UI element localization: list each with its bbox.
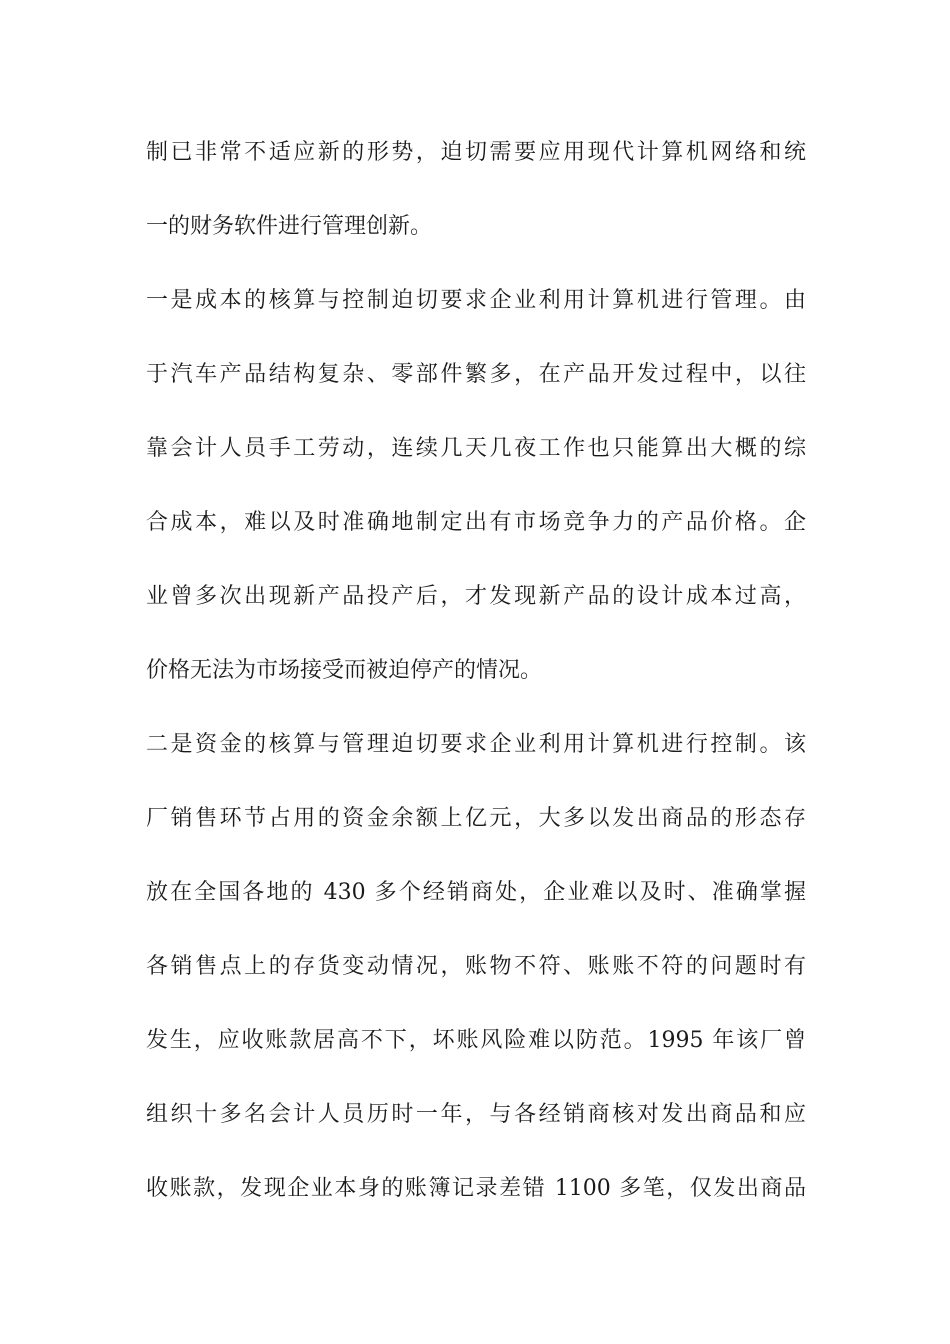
text-line: 组织十多名会计人员历时一年，与各经销商核对发出商品和应	[146, 1102, 806, 1127]
text-line: 制已非常不适应新的形势，迫切需要应用现代计算机网络和统	[146, 140, 806, 165]
text-line: 各销售点上的存货变动情况，账物不符、账账不符的问题时有	[146, 954, 806, 979]
text-line: 发生，应收账款居高不下，坏账风险难以防范。1995 年该厂曾	[146, 1028, 806, 1053]
text-line: 收账款，发现企业本身的账簿记录差错 1100 多笔，仅发出商品	[146, 1176, 806, 1201]
text-line: 一是成本的核算与控制迫切要求企业利用计算机进行管理。由	[146, 288, 806, 313]
text-line: 业曾多次出现新产品投产后，才发现新产品的设计成本过高，	[146, 584, 806, 609]
text-line: 价格无法为市场接受而被迫停产的情况。	[146, 658, 543, 683]
text-line: 靠会计人员手工劳动，连续几天几夜工作也只能算出大概的综	[146, 436, 806, 461]
body-text	[146, 132, 806, 1242]
text-line: 放在全国各地的 430 多个经销商处，企业难以及时、准确掌握	[146, 880, 806, 905]
text-line: 于汽车产品结构复杂、零部件繁多，在产品开发过程中，以往	[146, 362, 806, 387]
text-line: 一的财务软件进行管理创新。	[146, 214, 433, 239]
text-line: 合成本，难以及时准确地制定出有市场竞争力的产品价格。企	[146, 510, 806, 535]
text-line: 厂销售环节占用的资金余额上亿元，大多以发出商品的形态存	[146, 806, 806, 831]
text-line: 二是资金的核算与管理迫切要求企业利用计算机进行控制。该	[146, 732, 806, 757]
